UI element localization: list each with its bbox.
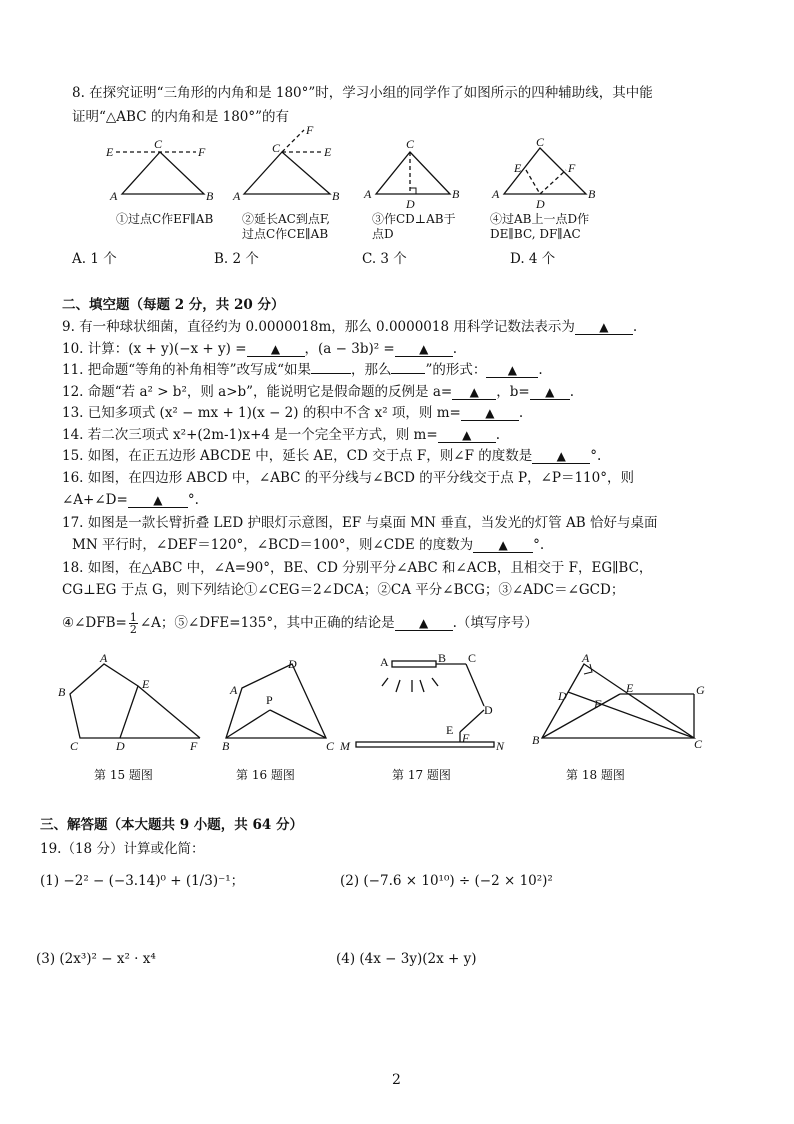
q16-text: ∠A+∠D=	[62, 492, 128, 508]
q8-option-c: C. 3 个	[362, 251, 407, 267]
svg-text:C: C	[536, 136, 545, 149]
svg-text:P: P	[266, 693, 273, 707]
q13-end: .	[518, 405, 524, 421]
svg-text:N: N	[496, 739, 505, 753]
q8-caption-2a: ②延长AC到点F,	[242, 212, 331, 226]
q8-option-a: A. 1 个	[72, 251, 117, 267]
svg-text:G: G	[696, 683, 705, 697]
q9-blank[interactable]: ▲	[575, 320, 633, 335]
q8-line2: 证明“△ABC 的内角和是 180°”的有	[72, 109, 290, 125]
svg-text:A: A	[380, 655, 389, 669]
svg-text:E: E	[514, 161, 522, 175]
svg-text:C: C	[326, 739, 335, 752]
figure-18-caption: 第 18 题图	[566, 768, 625, 782]
svg-text:D: D	[288, 657, 297, 671]
svg-text:D: D	[116, 739, 125, 752]
svg-text:E: E	[626, 681, 634, 695]
section-2-heading: 二、填空题（每题 2 分，共 20 分）	[62, 297, 285, 313]
svg-text:C: C	[694, 737, 703, 751]
q11-blank[interactable]: ▲	[486, 363, 538, 378]
q8-option-d: D. 4 个	[510, 251, 556, 267]
q8-figure-3	[362, 136, 462, 208]
q11-blank-then[interactable]	[391, 373, 425, 374]
q11-text: 11. 把命题“等角的补角相等”改写成“如果	[62, 362, 311, 378]
figure-15	[54, 652, 214, 752]
q9	[62, 318, 637, 336]
q10-blank-1[interactable]: ▲	[247, 342, 305, 357]
q12-blank-b[interactable]: ▲	[530, 385, 570, 400]
q12-mid: ，b=	[496, 384, 530, 400]
q8-figure-2	[232, 124, 350, 204]
svg-text:B: B	[206, 189, 214, 203]
q8-figure-4	[490, 136, 598, 208]
svg-text:B: B	[222, 739, 230, 752]
q19-part-2: (2) (−7.6 × 10¹⁰) ÷ (−2 × 10²)²	[340, 873, 553, 889]
q17-end: °.	[533, 537, 545, 553]
figure-17-caption: 第 17 题图	[392, 768, 451, 782]
q18-frac-num: 1	[129, 611, 137, 624]
q12-text: 12. 命题“若 a² > b²，则 a>b”，能说明它是假命题的反例是 a=	[62, 384, 453, 400]
q13-text: 13. 已知多项式 (x² − mx + 1)(x − 2) 的积中不含 x² 项，则 m=	[62, 405, 461, 421]
q13	[62, 404, 523, 422]
svg-text:A: A	[230, 683, 238, 697]
svg-text:B: B	[438, 651, 447, 665]
q11	[62, 361, 543, 379]
q14	[62, 426, 500, 444]
svg-text:A: A	[110, 189, 118, 203]
q19-part-1: (1) −2² − (−3.14)⁰ + (1/3)⁻¹；	[40, 873, 245, 889]
q18-text-a: ④∠DFB=	[62, 615, 127, 631]
q8-caption-4b: DE∥BC, DF∥AC	[490, 227, 581, 241]
q19-part-4: (4) (4x − 3y)(2x + y)	[336, 951, 477, 967]
q18-end: .（填写序号）	[452, 615, 538, 631]
svg-text:C: C	[70, 739, 79, 752]
figure-18	[528, 652, 714, 752]
q11-blank-if[interactable]	[311, 373, 351, 374]
q16-end: °.	[187, 492, 199, 508]
svg-text:C: C	[468, 651, 477, 665]
svg-text:A: A	[582, 652, 590, 665]
q16-line1: 16. 如图，在四边形 ABCD 中，∠ABC 的平分线与∠BCD 的平分线交于点 P，∠P＝110°，则	[62, 470, 634, 486]
q9-text: 9. 有一种球状细菌，直径约为 0.0000018m，那么 0.0000018 用科学记数法表示为	[62, 319, 575, 335]
svg-text:C: C	[154, 137, 163, 151]
svg-text:B: B	[452, 187, 460, 201]
figure-17	[336, 650, 506, 754]
q10-text: 10. 计算：(x + y)(−x + y) =	[62, 341, 247, 357]
q9-end: .	[632, 319, 638, 335]
q11-mid: ，那么	[350, 362, 392, 378]
svg-text:B: B	[58, 685, 66, 699]
svg-text:D: D	[536, 197, 545, 208]
svg-text:B: B	[588, 187, 596, 201]
svg-text:A: A	[233, 189, 241, 203]
q18-line1: 18. 如图，在△ABC 中，∠A=90°，BE、CD 分别平分∠ABC 和∠ACB，且相交于 F，EG∥BC，	[62, 560, 653, 576]
q14-blank[interactable]: ▲	[438, 428, 496, 443]
q10-blank-2[interactable]: ▲	[395, 342, 453, 357]
q18-line3	[62, 612, 538, 635]
q17-line1: 17. 如图是一款长臂折叠 LED 护眼灯示意图，EF 与桌面 MN 垂直，当发光的灯管 AB 恰好与桌面	[62, 515, 658, 531]
q8-line1: 8. 在探究证明“三角形的内角和是 180°”时，学习小组的同学作了如图所示的四种辅助线，其中能	[72, 85, 653, 101]
q17-text: MN 平行时，∠DEF＝120°，∠BCD＝100°，则∠CDE 的度数为	[72, 537, 474, 553]
q18-text-b: ∠A；⑤∠DFE=135°，其中正确的结论是	[139, 615, 395, 631]
svg-text:D: D	[558, 689, 567, 703]
figure-15-caption: 第 15 题图	[94, 768, 153, 782]
q15-end: °.	[590, 448, 602, 464]
svg-text:F: F	[568, 161, 576, 175]
q14-text: 14. 若二次三项式 x²+(2m-1)x+4 是一个完全平方式，则 m=	[62, 427, 438, 443]
figure-16	[222, 652, 346, 752]
svg-text:E: E	[142, 677, 150, 691]
q19-title: 19.（18 分）计算或化简：	[40, 841, 205, 857]
q12	[62, 383, 574, 401]
svg-text:E: E	[106, 145, 114, 159]
q8-caption-2b: 过点C作CE∥AB	[242, 227, 329, 241]
svg-text:M: M	[340, 739, 350, 753]
svg-text:A: A	[492, 187, 500, 201]
q18-blank[interactable]: ▲	[395, 616, 453, 631]
svg-text:A: A	[100, 652, 108, 665]
svg-text:F: F	[462, 731, 470, 745]
q16-blank[interactable]: ▲	[128, 493, 188, 508]
svg-text:E: E	[446, 723, 454, 737]
q11-tail: ”的形式：	[425, 362, 487, 378]
q8-caption-3a: ③作CD⊥AB于	[372, 212, 456, 226]
svg-text:F: F	[190, 739, 198, 752]
page-number: 2	[392, 1072, 401, 1088]
q10-mid: ，(a − 3b)² =	[304, 341, 395, 357]
section-3-heading: 三、解答题（本大题共 9 小题，共 64 分）	[40, 817, 303, 833]
q19-part-3: (3) (2x³)² − x² · x⁴	[36, 951, 156, 967]
svg-text:E: E	[324, 145, 332, 159]
q14-end: .	[495, 427, 500, 443]
q17-blank[interactable]: ▲	[473, 538, 533, 553]
svg-text:F: F	[306, 124, 314, 137]
q8-figure-1	[104, 136, 224, 204]
svg-text:F: F	[198, 145, 206, 159]
q8-option-b: B. 2 个	[214, 251, 259, 267]
svg-text:C: C	[406, 137, 415, 151]
q15-text: 15. 如图，在正五边形 ABCDE 中，延长 AE，CD 交于点 F，则∠F 的度数是	[62, 448, 533, 464]
svg-text:F: F	[594, 697, 602, 711]
svg-text:D: D	[484, 703, 493, 717]
q8-caption-3b: 点D	[372, 227, 394, 241]
q15	[62, 447, 601, 465]
svg-text:A: A	[364, 187, 372, 201]
q12-end: .	[569, 384, 574, 400]
q8-caption-1: ①过点C作EF∥AB	[116, 212, 214, 226]
svg-text:C: C	[272, 141, 281, 155]
q10-end: .	[452, 341, 458, 357]
q10	[62, 340, 457, 358]
q18-frac-den: 2	[129, 623, 137, 636]
q16-line2	[62, 491, 199, 509]
svg-text:B: B	[532, 733, 540, 747]
figure-16-caption: 第 16 题图	[236, 768, 295, 782]
q8-caption-4a: ④过AB上一点D作	[490, 212, 590, 226]
q12-blank-a[interactable]: ▲	[452, 385, 496, 400]
q18-fraction	[129, 612, 138, 635]
q18-line2: CG⊥EG 于点 G，则下列结论①∠CEG＝2∠DCA；②CA 平分∠BCG；③∠ADC＝∠GCD；	[62, 582, 625, 598]
q17-line2	[72, 536, 544, 554]
q13-blank[interactable]: ▲	[461, 406, 519, 421]
svg-text:D: D	[406, 197, 415, 208]
svg-text:B: B	[332, 189, 340, 203]
q11-end: .	[538, 362, 543, 378]
q15-blank[interactable]: ▲	[532, 449, 590, 464]
